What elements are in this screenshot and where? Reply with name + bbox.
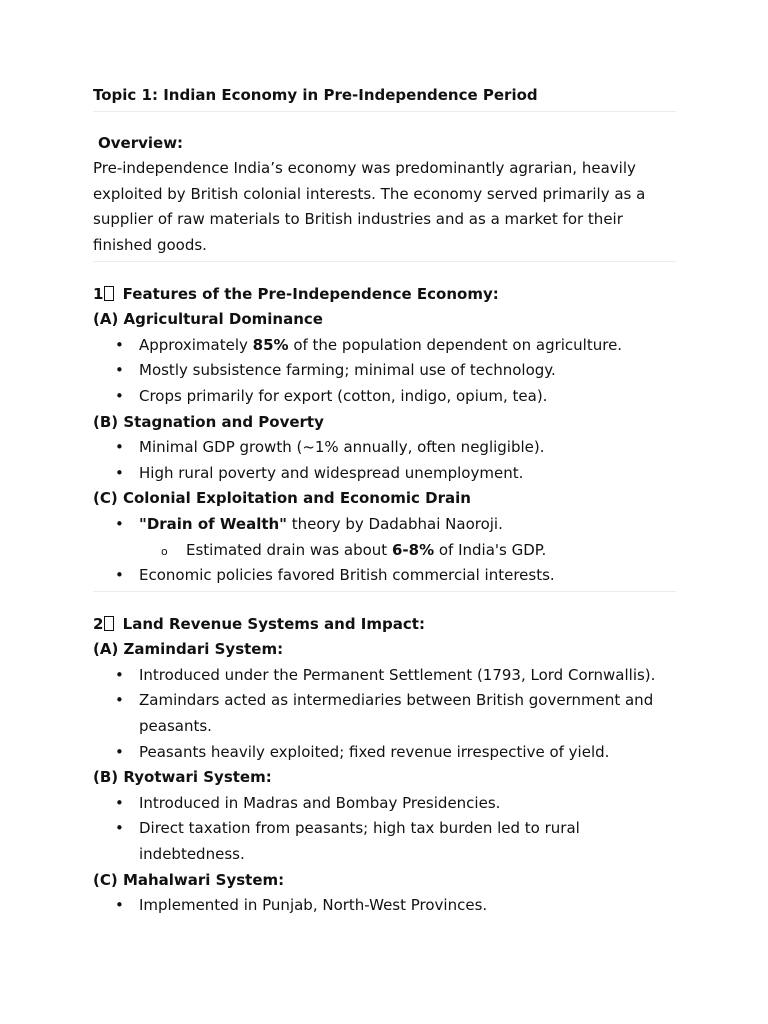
section-title: Land Revenue Systems and Impact:: [122, 614, 425, 633]
section-heading-1: [93, 282, 676, 308]
section-number: 2: [93, 614, 104, 633]
subheading-zamindari: (A) Zamindari System:: [93, 640, 284, 659]
missing-glyph-icon: [104, 286, 114, 301]
list-item: • Economic policies favored British commercial interests.: [93, 563, 676, 589]
text: of India's GDP.: [434, 540, 547, 559]
divider: [93, 591, 676, 592]
subheading-ryotwari: (B) Ryotwari System:: [93, 768, 272, 787]
list-item: • Zamindars acted as intermediaries between British government and peasants.: [93, 688, 676, 739]
bullet-list: [93, 333, 676, 410]
bullet-list: [93, 563, 676, 589]
subheading-colonial-exploitation: (C) Colonial Exploitation and Economic Drain: [93, 489, 471, 508]
missing-glyph-icon: [104, 616, 114, 631]
bullet-list: [93, 663, 676, 765]
section-number: 1: [93, 284, 104, 303]
text: of the population dependent on agriculture.: [288, 335, 623, 354]
bullet-list: [93, 512, 676, 538]
subheading-stagnation-poverty: (B) Stagnation and Poverty: [93, 412, 324, 431]
text: Approximately: [139, 335, 253, 354]
list-item: • Peasants heavily exploited; fixed revenue irrespective of yield.: [93, 740, 676, 766]
section-title: Features of the Pre-Independence Economy:: [122, 284, 499, 303]
list-item: • Mostly subsistence farming; minimal use of technology.: [93, 358, 676, 384]
subheading-mahalwari: (C) Mahalwari System:: [93, 870, 285, 889]
divider: [93, 261, 676, 262]
page-title: Topic 1: Indian Economy in Pre-Independence Period: [93, 86, 538, 104]
section-heading-2: [93, 612, 676, 638]
overview-heading: Overview:: [98, 133, 184, 152]
list-item: • Crops primarily for export (cotton, indigo, opium, tea).: [93, 384, 676, 410]
list-item: • Introduced in Madras and Bombay Presidencies.: [93, 791, 676, 817]
bold-text: 6-8%: [391, 540, 435, 559]
list-item: [93, 538, 676, 564]
bullet-list: [93, 893, 676, 919]
bold-text: 85%: [252, 335, 289, 354]
document-content: [93, 83, 676, 919]
text: Estimated drain was about: [186, 540, 392, 559]
list-item: • Direct taxation from peasants; high tax burden led to rural indebtedness.: [93, 816, 676, 867]
list-item: • Implemented in Punjab, North-West Provinces.: [93, 893, 676, 919]
subheading-agricultural-dominance: (A) Agricultural Dominance: [93, 310, 323, 329]
overview-paragraph: Pre-independence India’s economy was predominantly agrarian, heavily exploited by British colonial interests. The economy served primarily as a supplier of raw materials to British industries and as a market for their finished goods.: [93, 159, 646, 254]
bullet-list: [93, 791, 676, 868]
list-item: • Minimal GDP growth (~1% annually, often negligible).: [93, 435, 676, 461]
bold-text: "Drain of Wealth": [139, 514, 287, 533]
text: theory by Dadabhai Naoroji.: [287, 514, 503, 533]
list-item: [93, 512, 676, 538]
list-item: [93, 333, 676, 359]
sub-bullet-list: [93, 538, 676, 564]
list-item: • High rural poverty and widespread unemployment.: [93, 461, 676, 487]
divider: [93, 111, 676, 112]
bullet-list: [93, 435, 676, 486]
list-item: • Introduced under the Permanent Settlement (1793, Lord Cornwallis).: [93, 663, 676, 689]
